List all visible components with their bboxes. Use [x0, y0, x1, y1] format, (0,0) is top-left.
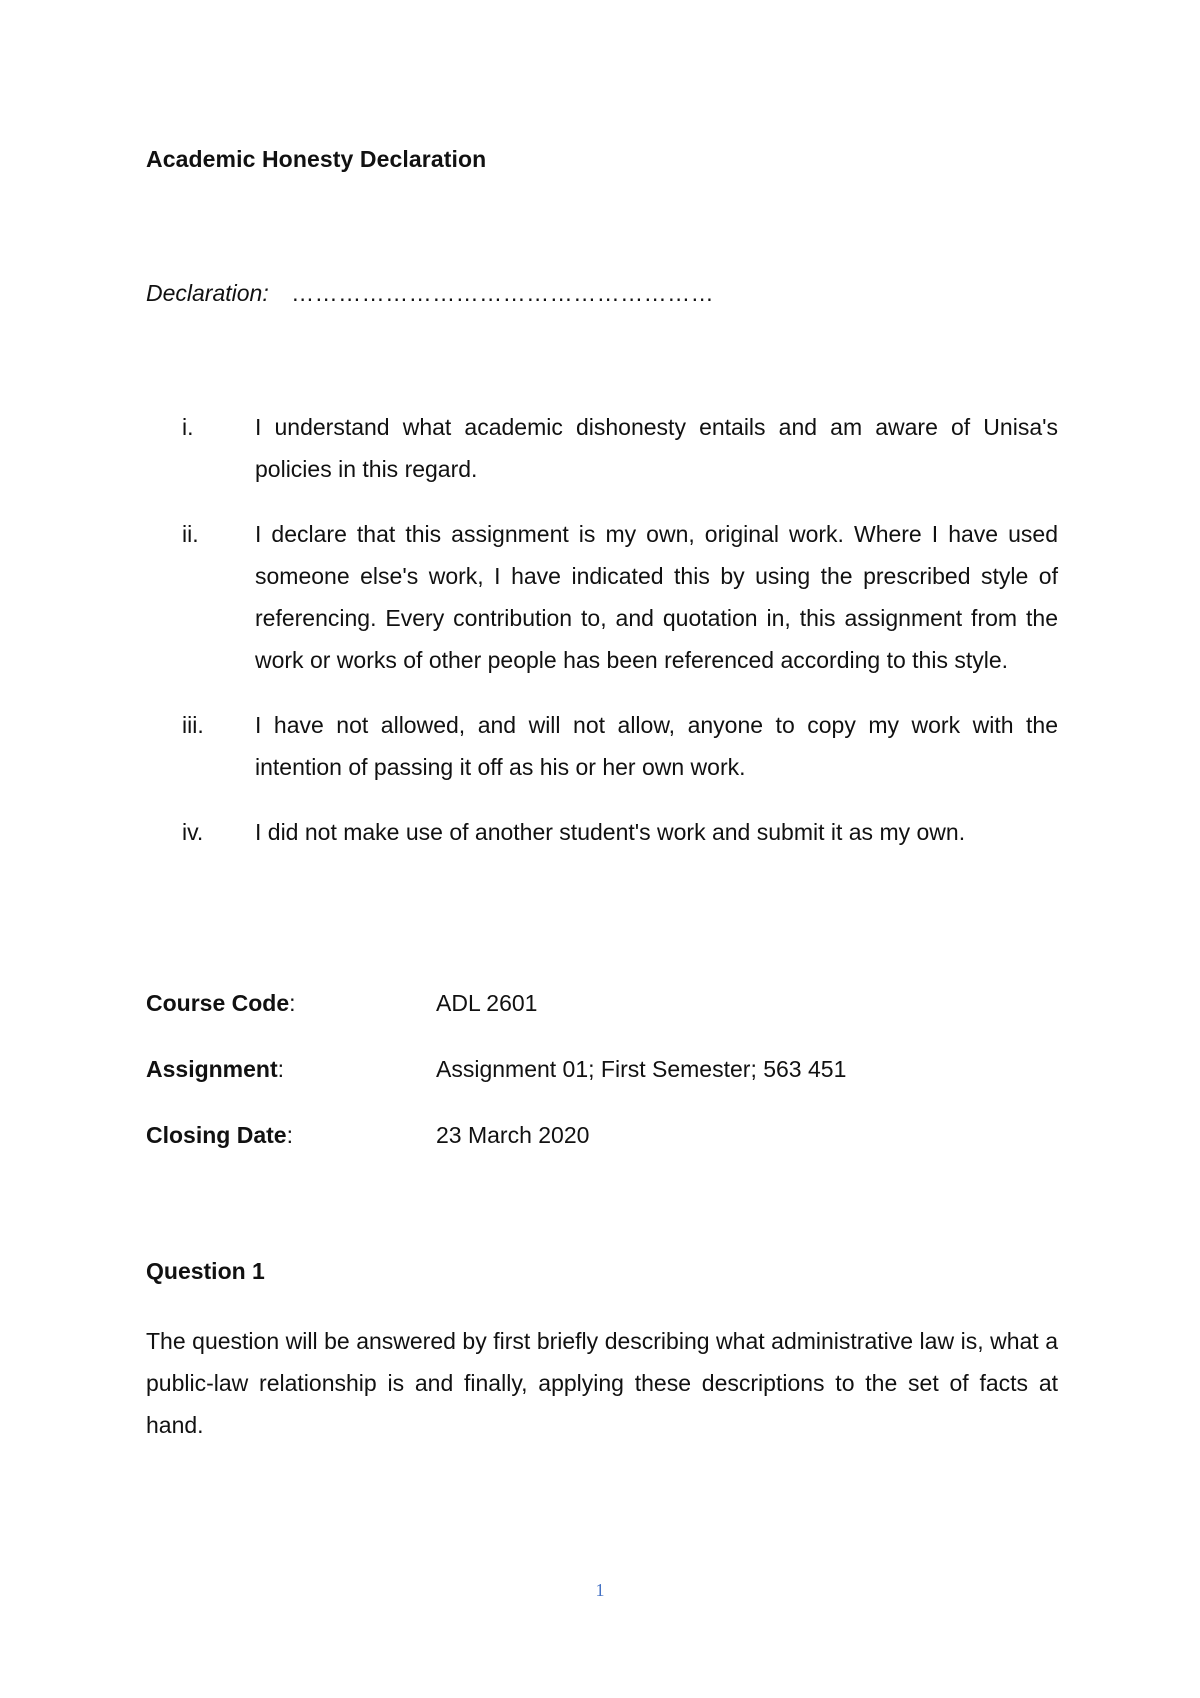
- question-heading: Question 1: [146, 1258, 265, 1284]
- declaration-signature-dots: ………………………………………………: [291, 280, 715, 306]
- declaration-item-text: I have not allowed, and will not allow, anyone to copy my work with the intention of passing it off as his or her own work.: [255, 712, 1058, 780]
- declaration-item: [146, 406, 1058, 490]
- assignment-details: [146, 990, 847, 1188]
- declaration-item-text: I did not make use of another student's work and submit it as my own.: [255, 819, 966, 845]
- page-number: 1: [595, 1580, 605, 1600]
- declaration-line: [146, 280, 714, 307]
- declaration-item-number: i.: [182, 414, 194, 440]
- declaration-item-number: iii.: [182, 712, 204, 738]
- declaration-item-number: iv.: [182, 819, 204, 845]
- declaration-item: [146, 513, 1058, 681]
- declaration-item-number: ii.: [182, 521, 199, 547]
- declaration-item: [146, 704, 1058, 788]
- assignment-label: Assignment:: [146, 1056, 285, 1082]
- course-code-label: Course Code:: [146, 990, 296, 1016]
- document-title: Academic Honesty Declaration: [146, 146, 487, 172]
- declaration-label: Declaration:: [146, 280, 269, 306]
- assignment-value: Assignment 01; First Semester; 563 451: [436, 1056, 847, 1082]
- closing-date-row: [146, 1122, 590, 1188]
- declaration-item: [146, 811, 1058, 853]
- declaration-item-text: I understand what academic dishonesty entails and am aware of Unisa's policies in this regard.: [255, 414, 1058, 482]
- question-body: The question will be answered by first briefly describing what administrative law is, what a public-law relationship is and finally, applying these descriptions to the set of facts at hand.: [146, 1328, 1058, 1438]
- course-code-row: [146, 990, 538, 1056]
- course-code-value: ADL 2601: [436, 990, 538, 1016]
- declaration-item-text: I declare that this assignment is my own, original work. Where I have used someone else's work, I have indicated this by using the prescribed style of referencing. Every contribution to, and quotation in, this assignment from the work or works of other people has been referenced according to this style.: [255, 521, 1058, 673]
- assignment-row: [146, 1056, 847, 1122]
- declaration-list: [146, 406, 1058, 876]
- closing-date-value: 23 March 2020: [436, 1122, 590, 1148]
- closing-date-label: Closing Date:: [146, 1122, 293, 1148]
